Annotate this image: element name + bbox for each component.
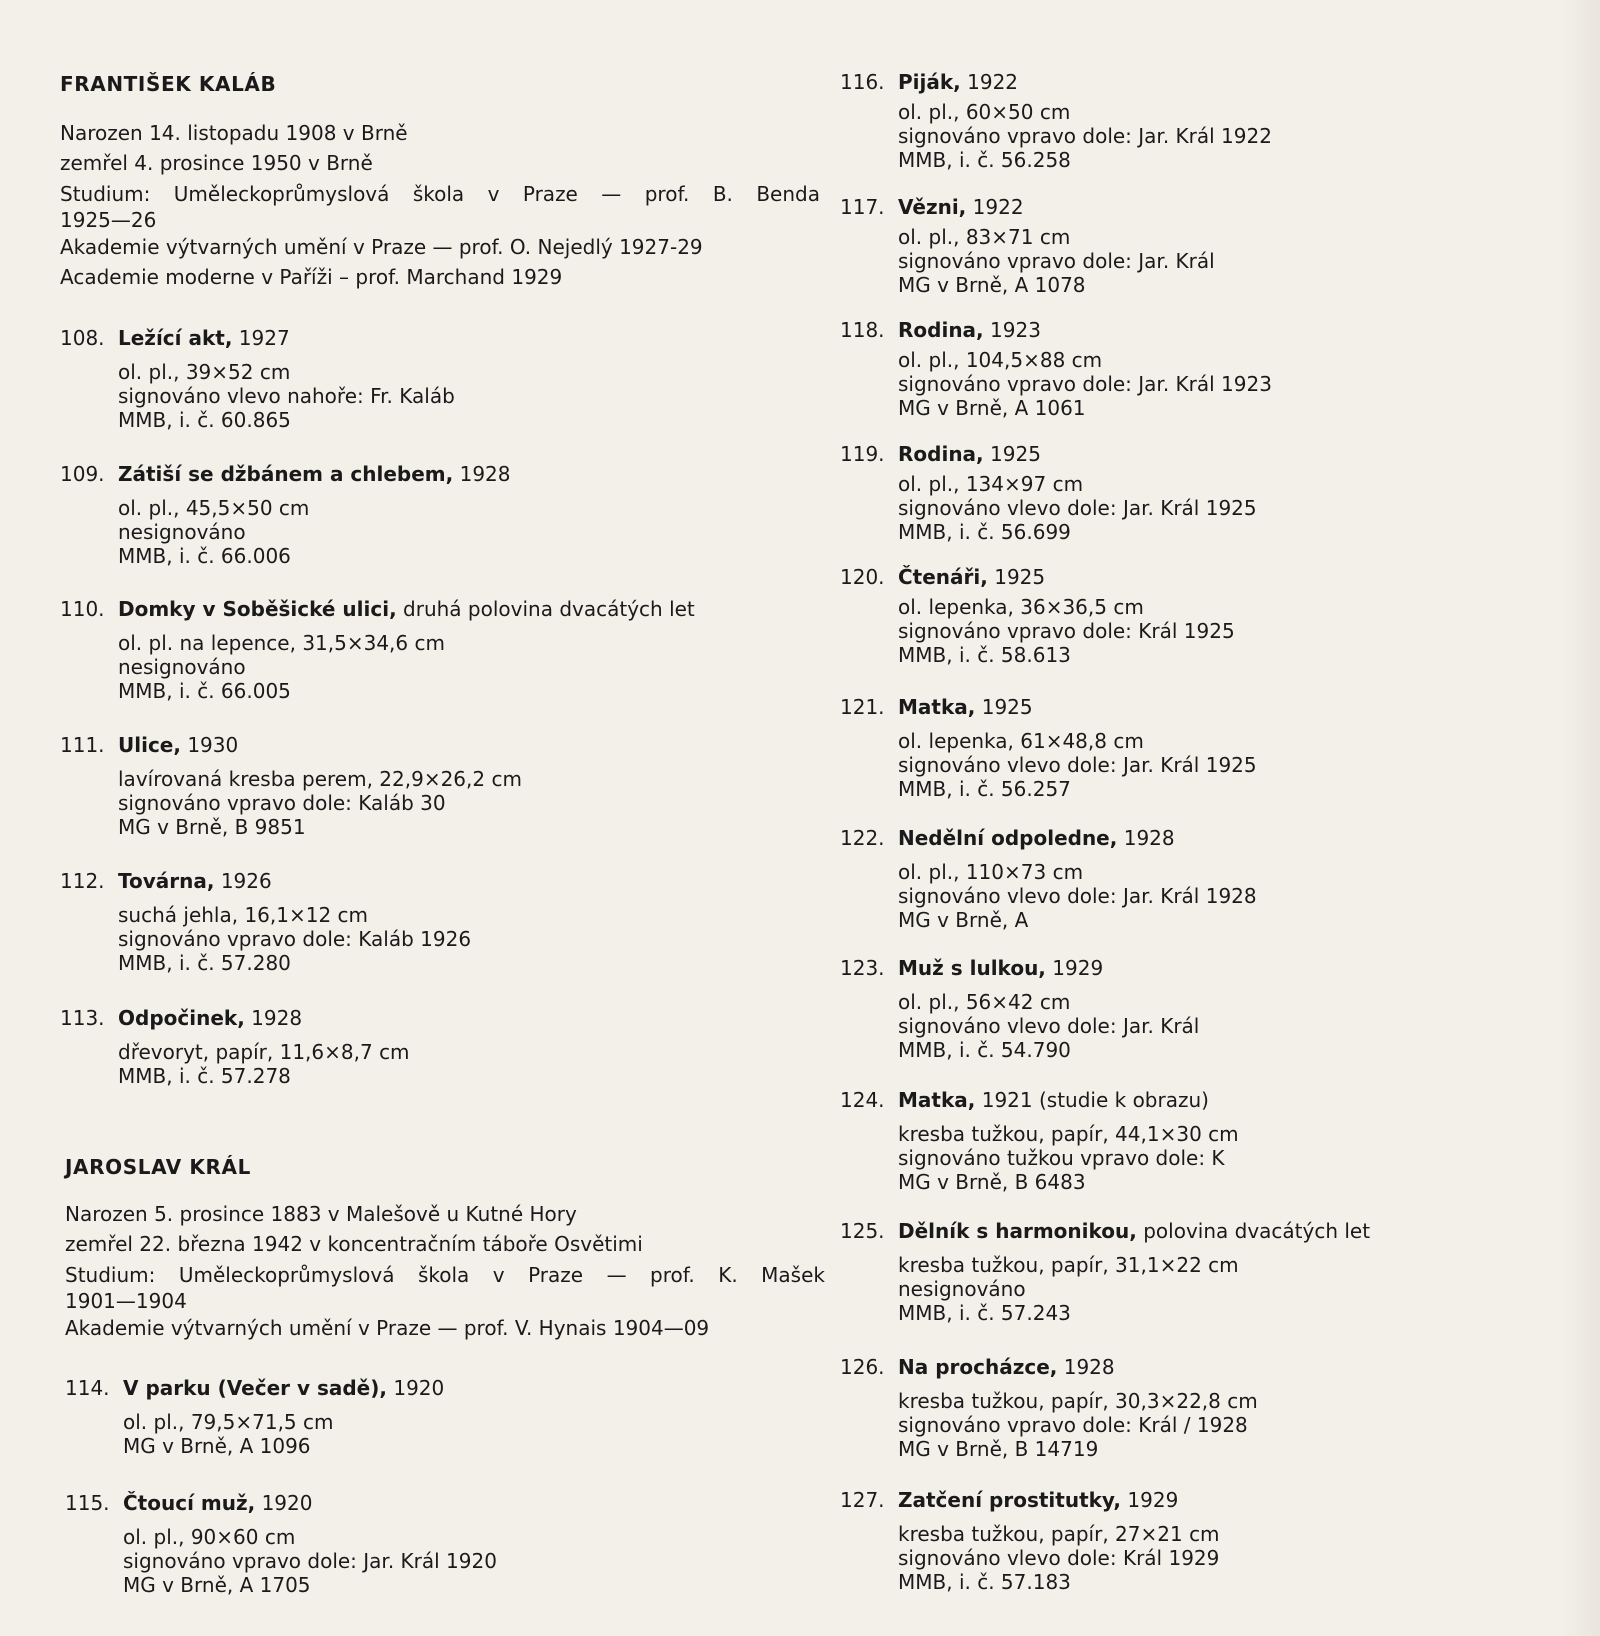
entry-detail: ol. pl., 134×97 cm: [898, 472, 1084, 496]
entry-detail: MMB, i. č. 66.005: [118, 679, 291, 703]
entry-number: 123.: [840, 956, 885, 980]
entry-detail: signováno vlevo dole: Jar. Král: [898, 1014, 1200, 1038]
artist-bio-kalab: [60, 118, 820, 292]
entry-title: Matka,: [898, 695, 976, 719]
catalog-entry: [840, 442, 1580, 544]
entry-date: 1925: [975, 695, 1033, 719]
entry-title: V parku (Večer v sadě),: [123, 1376, 387, 1400]
entry-detail: signováno vlevo nahoře: Fr. Kaláb: [118, 384, 455, 408]
entry-date: 1922: [966, 195, 1024, 219]
entry-number: 110.: [60, 597, 105, 621]
catalog-entry: [840, 195, 1580, 297]
entry-number: 124.: [840, 1088, 885, 1112]
artist-bio-kral: [65, 1199, 825, 1343]
entry-number: 111.: [60, 733, 105, 757]
catalog-entry: [65, 1376, 805, 1458]
catalog-entry: [840, 565, 1580, 667]
entry-detail: ol. pl., 60×50 cm: [898, 100, 1071, 124]
entry-detail: nesignováno: [118, 520, 246, 544]
entry-detail: kresba tužkou, papír, 44,1×30 cm: [898, 1122, 1239, 1146]
entry-detail: ol. pl. na lepence, 31,5×34,6 cm: [118, 631, 445, 655]
entry-detail: signováno vpravo dole: Kaláb 30: [118, 791, 446, 815]
entry-detail: nesignováno: [118, 655, 246, 679]
entry-title: Továrna,: [118, 869, 215, 893]
entry-date: 1929: [1121, 1488, 1179, 1512]
entry-title: Zátiší se džbánem a chlebem,: [118, 462, 454, 486]
entry-detail: MMB, i. č. 57.280: [118, 951, 291, 975]
entry-detail: MMB, i. č. 57.183: [898, 1570, 1071, 1594]
entry-detail: MMB, i. č. 60.865: [118, 408, 291, 432]
bio-line: Narozen 14. listopadu 1908 v Brně: [60, 121, 408, 145]
entry-title: Nedělní odpoledne,: [898, 826, 1118, 850]
entry-date: druhá polovina dvacátých let: [396, 597, 695, 621]
catalog-entry: [65, 1491, 805, 1597]
entry-title: Ulice,: [118, 733, 181, 757]
catalog-entry: [840, 695, 1580, 801]
entry-detail: MMB, i. č. 57.243: [898, 1301, 1071, 1325]
entry-title: Piják,: [898, 70, 961, 94]
entry-detail: MG v Brně, A: [898, 908, 1029, 932]
bio-line: 1901—1904: [65, 1289, 187, 1313]
entry-number: 112.: [60, 869, 105, 893]
entry-detail: MMB, i. č. 57.278: [118, 1064, 291, 1088]
entry-detail: MMB, i. č. 54.790: [898, 1038, 1071, 1062]
entry-date: 1921 (studie k obrazu): [975, 1088, 1209, 1112]
entry-number: 127.: [840, 1488, 885, 1512]
entry-detail: MMB, i. č. 58.613: [898, 643, 1071, 667]
entry-detail: ol. pl., 90×60 cm: [123, 1525, 296, 1549]
entry-detail: ol. pl., 104,5×88 cm: [898, 348, 1103, 372]
entry-detail: ol. pl., 83×71 cm: [898, 225, 1071, 249]
catalog-entry: [60, 462, 800, 568]
entry-number: 109.: [60, 462, 105, 486]
entry-title: Dělník s harmonikou,: [898, 1219, 1137, 1243]
entry-detail: ol. lepenka, 36×36,5 cm: [898, 595, 1144, 619]
entry-date: 1920: [386, 1376, 445, 1400]
entry-number: 120.: [840, 565, 885, 589]
entry-date: 1928: [1117, 826, 1175, 850]
entry-date: 1922: [960, 70, 1019, 94]
entry-date: polovina dvacátých let: [1136, 1219, 1371, 1243]
bio-line: 1925—26: [60, 208, 157, 232]
catalog-entry: [60, 733, 800, 839]
entry-detail: signováno vlevo dole: Král 1929: [898, 1546, 1220, 1570]
entry-title: Domky v Soběšické ulici,: [118, 597, 397, 621]
entry-title: Matka,: [898, 1088, 976, 1112]
entry-detail: MG v Brně, B 9851: [118, 815, 306, 839]
entry-detail: MMB, i. č. 56.258: [898, 148, 1071, 172]
bio-line: Studium: Uměleckoprůmyslová škola v Praze — prof. B. Benda: [60, 182, 820, 206]
catalog-entry: [840, 826, 1580, 932]
entry-title: Vězni,: [898, 195, 967, 219]
bio-line: zemřel 4. prosince 1950 v Brně: [60, 151, 373, 175]
entry-detail: signováno vpravo dole: Jar. Král 1923: [898, 372, 1272, 396]
entry-number: 122.: [840, 826, 885, 850]
entry-detail: MMB, i. č. 66.006: [118, 544, 291, 568]
entry-title: Čtenáři,: [898, 565, 988, 589]
entry-detail: signováno vpravo dole: Kaláb 1926: [118, 927, 472, 951]
entry-detail: signováno tužkou vpravo dole: K: [898, 1146, 1225, 1170]
entry-title: Muž s lulkou,: [898, 956, 1046, 980]
entry-detail: MG v Brně, A 1061: [898, 396, 1086, 420]
entry-number: 108.: [60, 326, 105, 350]
entry-detail: kresba tužkou, papír, 30,3×22,8 cm: [898, 1389, 1258, 1413]
entry-title: Na procházce,: [898, 1355, 1058, 1379]
entry-detail: nesignováno: [898, 1277, 1026, 1301]
bio-line: zemřel 22. března 1942 v koncentračním táboře Osvětimi: [65, 1232, 643, 1256]
entry-date: 1926: [214, 869, 272, 893]
entry-detail: ol. lepenka, 61×48,8 cm: [898, 729, 1144, 753]
entry-date: 1928: [1057, 1355, 1115, 1379]
bio-line: Academie moderne v Paříži – prof. Marchand 1929: [60, 265, 563, 289]
entry-date: 1929: [1045, 956, 1104, 980]
entry-date: 1923: [983, 318, 1041, 342]
catalog-entry: [840, 1088, 1580, 1194]
entry-detail: ol. pl., 56×42 cm: [898, 990, 1071, 1014]
entry-title: Ležící akt,: [118, 326, 233, 350]
entry-date: 1927: [232, 326, 290, 350]
entry-detail: dřevoryt, papír, 11,6×8,7 cm: [118, 1040, 410, 1064]
bio-line: Akademie výtvarných umění v Praze — prof. V. Hynais 1904—09: [65, 1316, 710, 1340]
bio-line: Studium: Uměleckoprůmyslová škola v Praze — prof. K. Mašek: [65, 1263, 825, 1287]
entry-number: 114.: [65, 1376, 110, 1400]
entry-number: 118.: [840, 318, 885, 342]
entry-detail: lavírovaná kresba perem, 22,9×26,2 cm: [118, 767, 522, 791]
entry-number: 119.: [840, 442, 885, 466]
entry-date: 1925: [983, 442, 1041, 466]
entry-title: Zatčení prostitutky,: [898, 1488, 1122, 1512]
entry-detail: MG v Brně, A 1705: [123, 1573, 311, 1597]
entry-detail: signováno vlevo dole: Jar. Král 1925: [898, 496, 1257, 520]
entry-date: 1930: [180, 733, 239, 757]
catalog-entry: [840, 318, 1580, 420]
entry-title: Čtoucí muž,: [123, 1491, 256, 1515]
entry-detail: suchá jehla, 16,1×12 cm: [118, 903, 369, 927]
entry-detail: MMB, i. č. 56.699: [898, 520, 1071, 544]
entry-number: 125.: [840, 1219, 885, 1243]
catalog-entry: [60, 326, 800, 432]
entry-number: 126.: [840, 1355, 885, 1379]
bio-line: Narozen 5. prosince 1883 v Malešově u Kutné Hory: [65, 1202, 577, 1226]
entry-number: 121.: [840, 695, 885, 719]
catalog-entry: [60, 1006, 800, 1088]
entry-date: 1925: [987, 565, 1046, 589]
artist-name-kalab: FRANTIŠEK KALÁB: [60, 72, 277, 96]
entry-detail: signováno vlevo dole: Jar. Král 1928: [898, 884, 1257, 908]
entry-detail: kresba tužkou, papír, 27×21 cm: [898, 1522, 1220, 1546]
entry-detail: MG v Brně, B 14719: [898, 1437, 1099, 1461]
entry-detail: signováno vpravo dole: Král / 1928: [898, 1413, 1248, 1437]
catalog-entry: [840, 1355, 1580, 1461]
catalog-entry: [840, 1219, 1580, 1325]
entry-detail: ol. pl., 39×52 cm: [118, 360, 291, 384]
entry-number: 117.: [840, 195, 885, 219]
entry-number: 116.: [840, 70, 885, 94]
catalog-entry: [840, 70, 1580, 172]
entry-date: 1928: [244, 1006, 303, 1030]
entry-detail: kresba tužkou, papír, 31,1×22 cm: [898, 1253, 1239, 1277]
catalog-entry: [840, 956, 1580, 1062]
entry-detail: MG v Brně, B 6483: [898, 1170, 1086, 1194]
entry-detail: MG v Brně, A 1078: [898, 273, 1086, 297]
entry-title: Rodina,: [898, 318, 984, 342]
entry-date: 1928: [453, 462, 511, 486]
entry-number: 113.: [60, 1006, 105, 1030]
entry-detail: signováno vpravo dole: Jar. Král 1922: [898, 124, 1272, 148]
entry-number: 115.: [65, 1491, 110, 1515]
entry-date: 1920: [255, 1491, 313, 1515]
entry-title: Rodina,: [898, 442, 984, 466]
artist-name-kral: JAROSLAV KRÁL: [65, 1155, 251, 1179]
catalog-entry: [60, 869, 800, 975]
entry-detail: ol. pl., 79,5×71,5 cm: [123, 1410, 334, 1434]
catalog-entry: [60, 597, 800, 703]
catalog-entry: [840, 1488, 1580, 1594]
entry-detail: signováno vpravo dole: Jar. Král: [898, 249, 1215, 273]
entry-detail: ol. pl., 45,5×50 cm: [118, 496, 310, 520]
entry-detail: signováno vpravo dole: Král 1925: [898, 619, 1235, 643]
entry-detail: MMB, i. č. 56.257: [898, 777, 1071, 801]
entry-detail: signováno vlevo dole: Jar. Král 1925: [898, 753, 1257, 777]
entry-detail: ol. pl., 110×73 cm: [898, 860, 1084, 884]
entry-title: Odpočinek,: [118, 1006, 245, 1030]
bio-line: Akademie výtvarných umění v Praze — prof. O. Nejedlý 1927-29: [60, 235, 703, 259]
entry-detail: MG v Brně, A 1096: [123, 1434, 311, 1458]
entry-detail: signováno vpravo dole: Jar. Král 1920: [123, 1549, 497, 1573]
